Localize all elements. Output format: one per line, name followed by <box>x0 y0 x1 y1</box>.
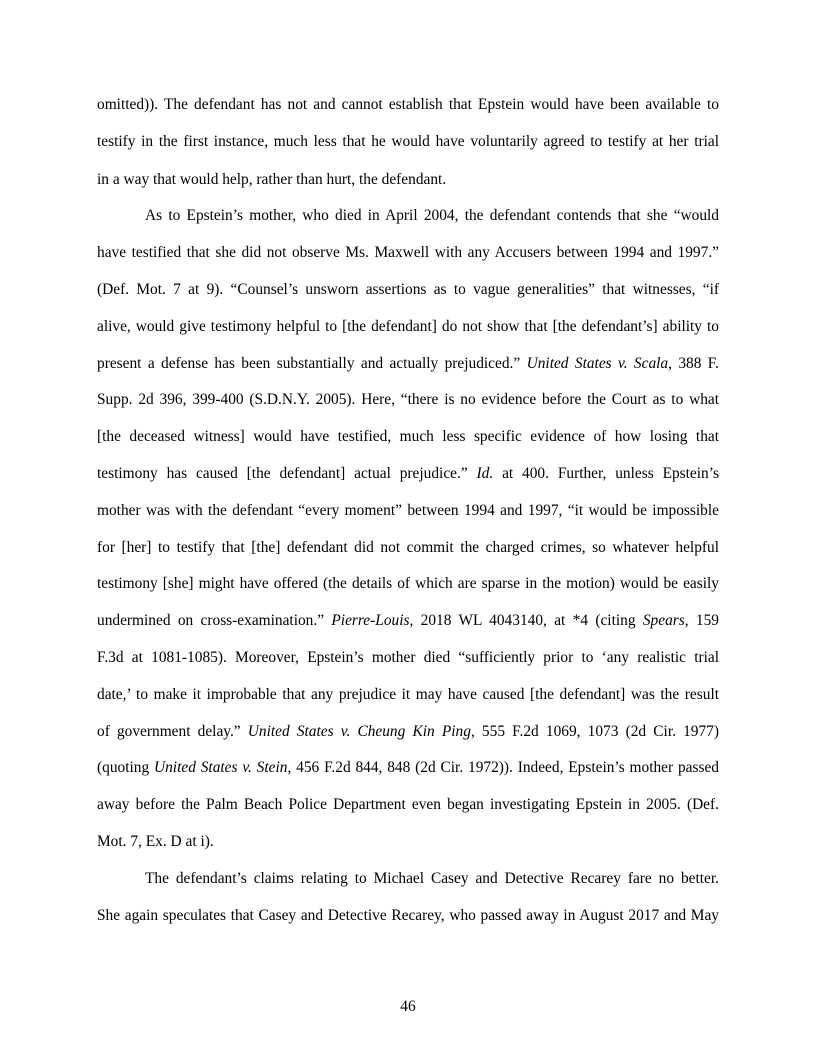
text-segment: for [her] to testify that [the] defendant did not commit the charged crimes, so whatever helpful <box>97 539 719 556</box>
text-segment: , 388 F. <box>668 355 719 372</box>
case-citation: Id. <box>476 465 494 482</box>
body-text-line <box>97 464 719 484</box>
body-text-line <box>97 280 719 300</box>
text-segment: As to Epstein’s mother, who died in April 2004, the defendant contends that she “would <box>145 207 719 224</box>
body-text-line <box>97 170 719 190</box>
body-text-line <box>97 317 719 337</box>
text-segment: have testified that she did not observe Ms. Maxwell with any Accusers between 1994 and 1997.” <box>97 244 719 261</box>
paragraph-start-line <box>145 206 719 226</box>
body-text-line <box>97 132 719 152</box>
case-citation: Spears <box>642 612 685 629</box>
text-segment: at 400. Further, unless Epstein’s <box>493 465 719 482</box>
body-text-line <box>97 906 719 926</box>
case-citation: United States v. Cheung Kin Ping <box>247 723 471 740</box>
body-text-line <box>97 501 719 521</box>
body-text-line <box>97 685 719 705</box>
body-text-line <box>97 390 719 410</box>
text-segment: , 159 <box>684 612 720 629</box>
case-citation: United States v. Stein <box>154 759 288 776</box>
text-segment: present a defense has been substantially and actually prejudiced.” <box>97 355 527 372</box>
text-segment: mother was with the defendant “every moment” between 1994 and 1997, “it would be impossible <box>97 502 719 519</box>
body-text-line <box>97 795 719 815</box>
text-segment: [the deceased witness] would have testified, much less specific evidence of how losing that <box>97 428 719 445</box>
case-citation: United States v. Scala <box>526 355 669 372</box>
text-segment: testimony [she] might have offered (the details of which are sparse in the motion) would be easily <box>97 575 719 592</box>
text-segment: away before the Palm Beach Police Department even began investigating Epstein in 2005. (Def. <box>97 796 719 813</box>
body-text-line <box>97 354 719 374</box>
text-segment: testify in the first instance, much less that he would have voluntarily agreed to testify at her trial <box>97 133 719 150</box>
text-segment: (quoting <box>97 759 154 776</box>
body-text-line <box>97 832 719 852</box>
text-segment: in a way that would help, rather than hurt, the defendant. <box>97 171 447 188</box>
paragraph-start-line <box>145 869 719 889</box>
body-text-line <box>97 722 719 742</box>
body-text-line <box>97 243 719 263</box>
body-text-line <box>97 95 719 115</box>
text-segment: , 2018 WL 4043140, at *4 (citing <box>409 612 643 629</box>
body-text-line <box>97 427 719 447</box>
text-segment: , 456 F.2d 844, 848 (2d Cir. 1972)). Indeed, Epstein’s mother passed <box>287 759 719 776</box>
case-citation: Pierre-Louis <box>331 612 410 629</box>
text-segment: omitted)). The defendant has not and cannot establish that Epstein would have been available to <box>97 96 719 113</box>
page-number: 46 <box>400 998 416 1015</box>
text-segment: The defendant’s claims relating to Michael Casey and Detective Recarey fare no better. <box>145 870 719 887</box>
text-segment: undermined on cross-examination.” <box>97 612 332 629</box>
text-segment: She again speculates that Casey and Detective Recarey, who passed away in August 2017 and May <box>97 907 719 924</box>
text-segment: F.3d at 1081-1085). Moreover, Epstein’s mother died “sufficiently prior to ‘any realistic trial <box>97 649 719 666</box>
text-segment: , 555 F.2d 1069, 1073 (2d Cir. 1977) <box>470 723 719 740</box>
body-text-line <box>97 758 719 778</box>
body-text-line <box>97 611 719 631</box>
text-segment: Mot. 7, Ex. D at i). <box>97 833 214 850</box>
text-segment: date,’ to make it improbable that any prejudice it may have caused [the defendant] was the result <box>97 686 719 703</box>
text-segment: (Def. Mot. 7 at 9). “Counsel’s unsworn assertions as to vague generalities” that witnesses, “if <box>97 281 719 298</box>
text-segment: testimony has caused [the defendant] actual prejudice.” <box>97 465 477 482</box>
text-segment: of government delay.” <box>97 723 248 740</box>
text-segment: alive, would give testimony helpful to [the defendant] do not show that [the defendant’s] ability to <box>97 318 719 335</box>
body-text-line <box>97 648 719 668</box>
text-segment: Supp. 2d 396, 399-400 (S.D.N.Y. 2005). Here, “there is no evidence before the Court as to what <box>97 391 719 408</box>
body-text-line <box>97 574 719 594</box>
body-text-line <box>97 538 719 558</box>
